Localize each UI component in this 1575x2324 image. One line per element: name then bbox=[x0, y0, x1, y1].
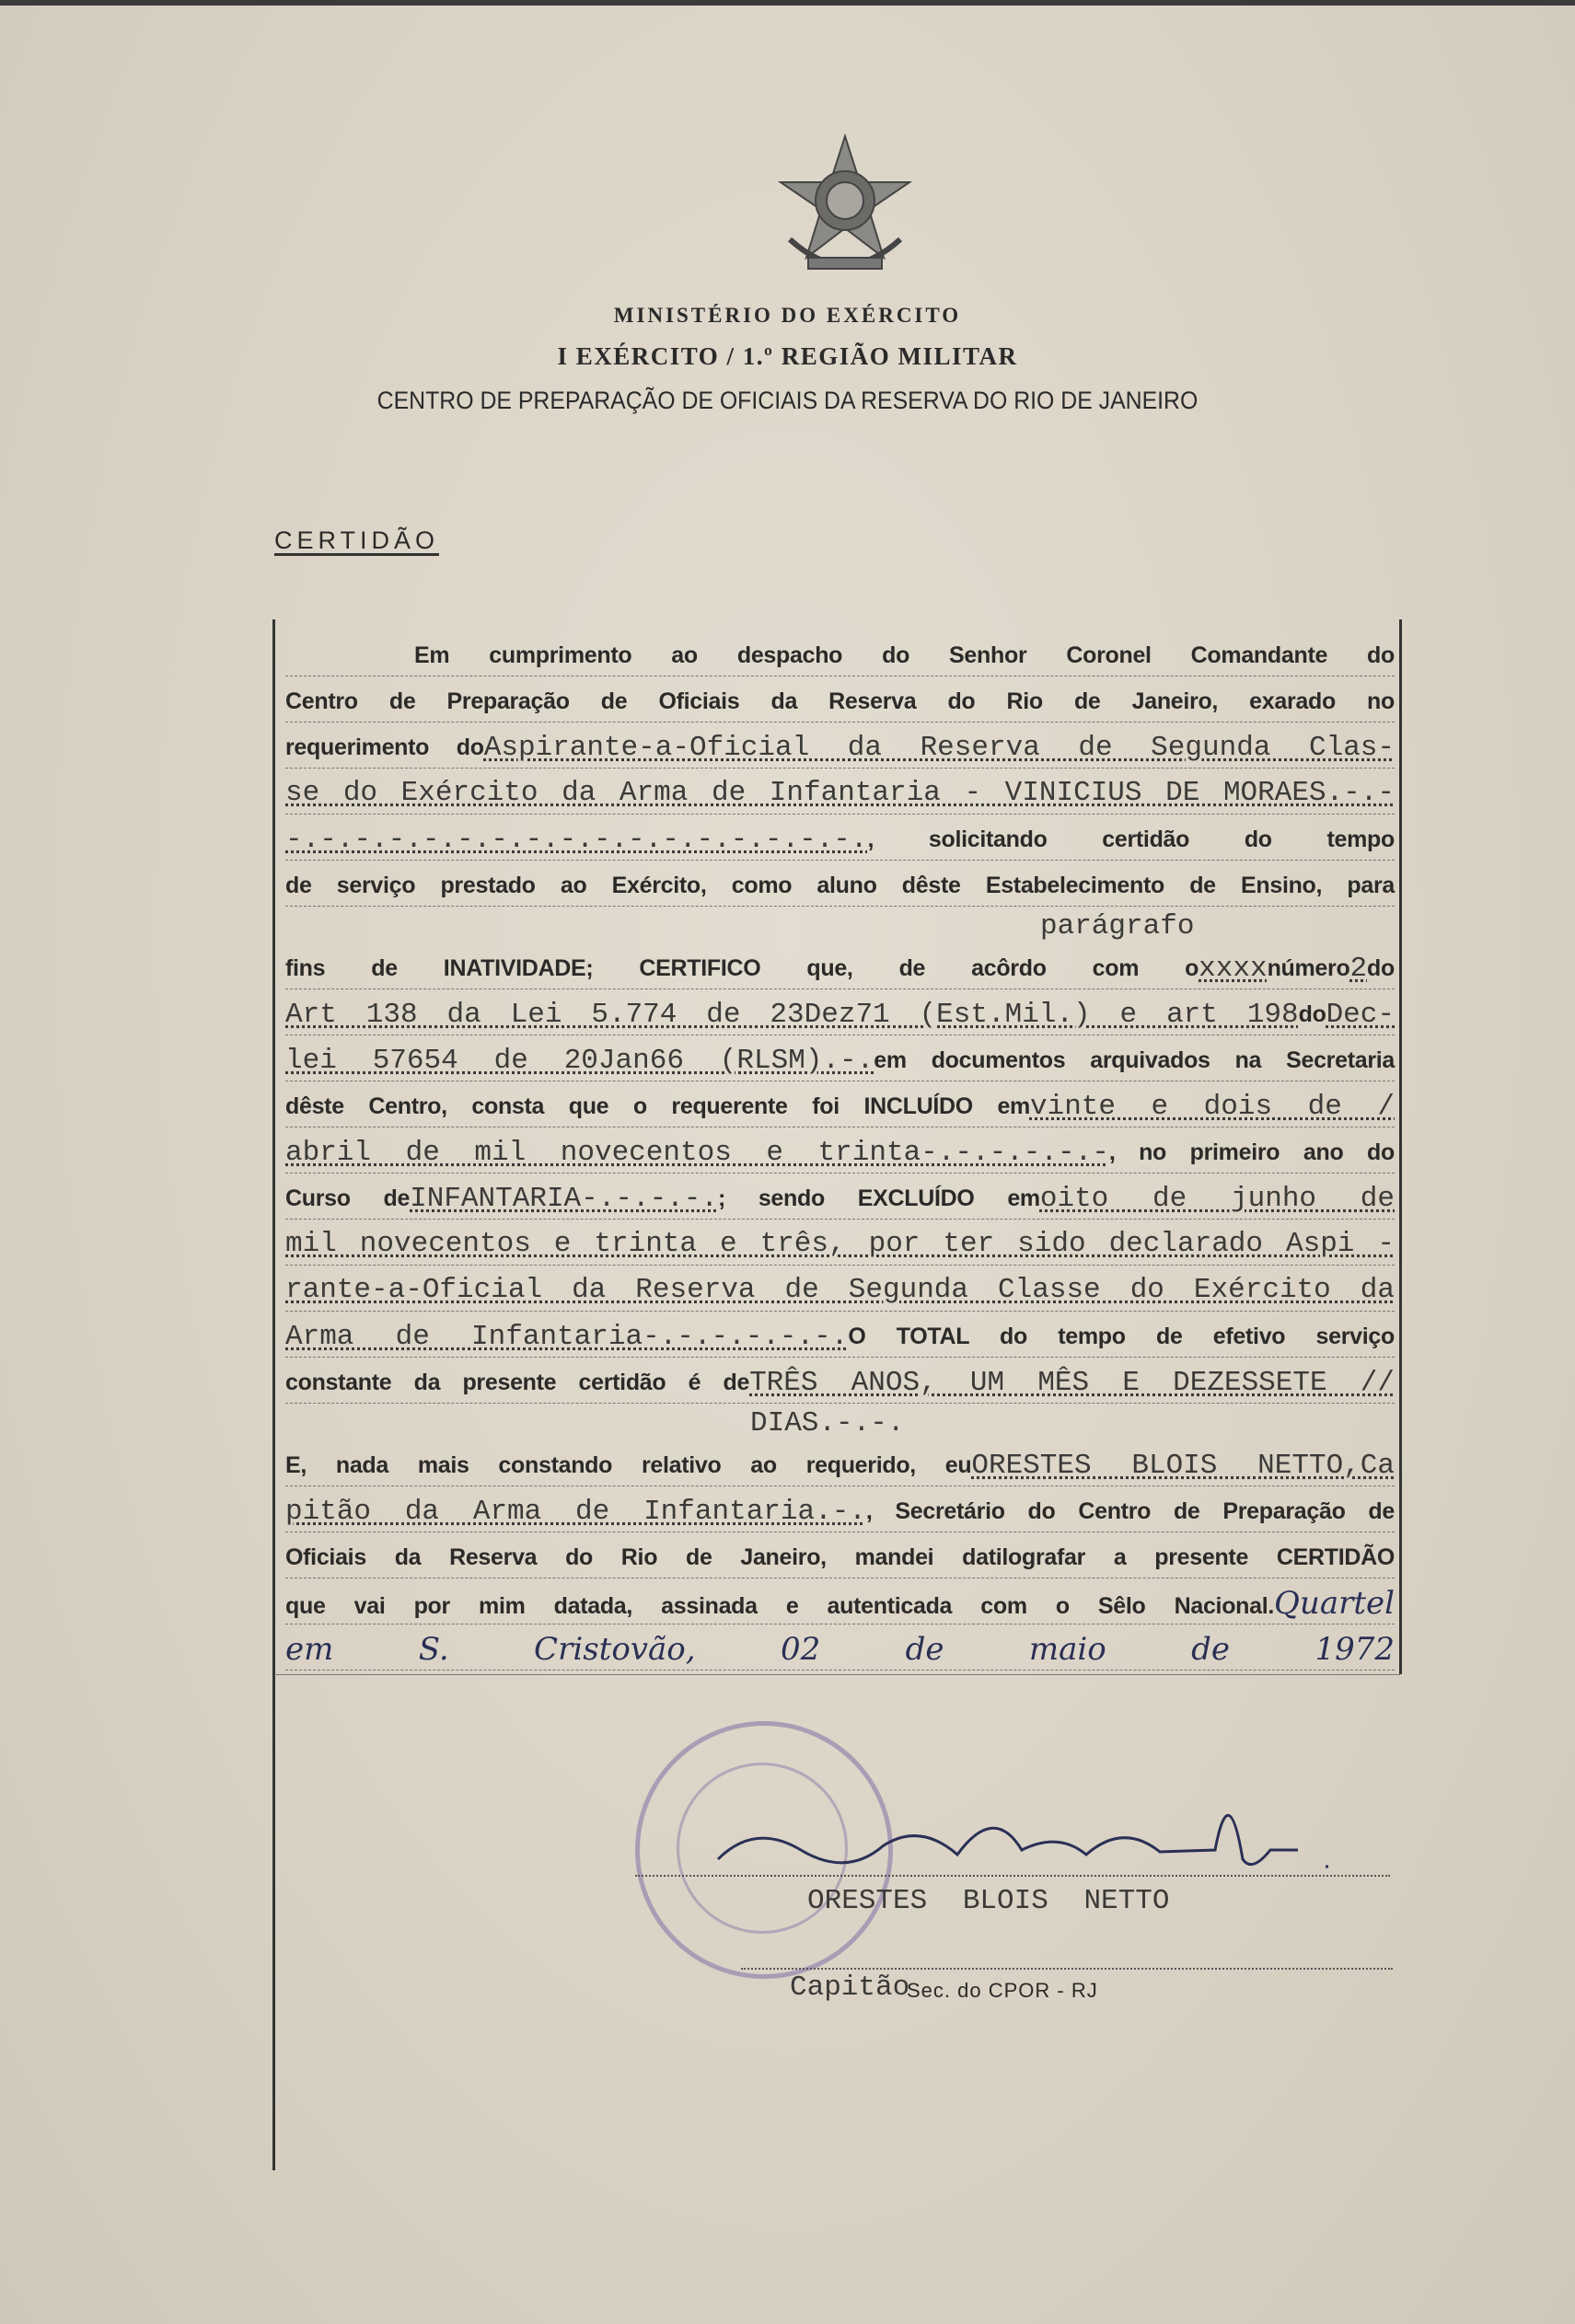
certificate-line bbox=[285, 1178, 1395, 1220]
certificate-line bbox=[285, 1491, 1395, 1532]
signatory-role: Sec. do CPOR - RJ bbox=[907, 1979, 1098, 2002]
certificate-line bbox=[285, 681, 1395, 723]
handwritten-entry: em S. Cristovão, 02 de maio de 1972 bbox=[285, 1631, 1395, 1668]
certificate-line bbox=[285, 1224, 1395, 1266]
printed-text: , Secretário do Centro de Preparação de bbox=[865, 1498, 1395, 1524]
page-top-edge bbox=[0, 0, 1575, 6]
printed-text: Curso de bbox=[285, 1185, 411, 1211]
typed-entry: -.-.-.-.-.-.-.-.-.-.-.-.-.-.-.-.-. bbox=[285, 824, 868, 856]
certificate-line bbox=[285, 1362, 1395, 1404]
left-margin-line bbox=[272, 619, 275, 2170]
certificate-line bbox=[285, 948, 1395, 989]
typed-entry: abril de mil novecentos e trinta-.-.-.-.-.- bbox=[285, 1137, 1109, 1169]
typed-entry: oito de junho de bbox=[1039, 1183, 1395, 1215]
typed-entry: xxxx bbox=[1199, 953, 1268, 985]
certificate-line bbox=[285, 1537, 1395, 1578]
printed-text: do bbox=[1367, 955, 1395, 981]
printed-text: , solicitando certidão do tempo bbox=[867, 827, 1395, 852]
paragraph-insertion: parágrafo bbox=[1040, 910, 1195, 942]
printed-text: Em cumprimento ao despacho do Senhor Coronel Comandante do bbox=[414, 642, 1395, 668]
printed-text: em documentos arquivados na Secretaria bbox=[874, 1047, 1395, 1073]
certificate-line bbox=[285, 635, 1395, 676]
national-coat-of-arms-icon bbox=[771, 129, 919, 285]
days-insertion: DIAS.-.-. bbox=[750, 1407, 905, 1439]
printed-text: O TOTAL do tempo de efetivo serviço bbox=[848, 1324, 1395, 1349]
certificate-line bbox=[285, 1132, 1395, 1174]
typed-entry: 2 bbox=[1349, 953, 1368, 985]
center-heading: CENTRO DE PREPARAÇÃO DE OFICIAIS DA RESERVA DO RIO DE JANEIRO bbox=[376, 387, 1199, 414]
certificate-line bbox=[285, 994, 1395, 1035]
typed-entry: ORESTES BLOIS NETTO,Ca bbox=[971, 1450, 1395, 1482]
certificate-line bbox=[285, 1316, 1395, 1358]
typed-entry: se do Exército da Arma de Infantaria - VINICIUS DE MORAES.-.- bbox=[285, 777, 1395, 809]
printed-text: ; sendo EXCLUÍDO em bbox=[717, 1185, 1040, 1211]
certificate-line bbox=[285, 1445, 1395, 1486]
typed-entry: pitão da Arma de Infantaria.-. bbox=[285, 1496, 866, 1528]
certificate-line bbox=[285, 819, 1395, 861]
typed-entry: Aspirante-a-Oficial da Reserva de Segunda Clas- bbox=[483, 732, 1395, 764]
printed-text: de serviço prestado ao Exército, como aluno dêste Estabelecimento de Ensino, para bbox=[285, 873, 1395, 898]
printed-text: número bbox=[1267, 955, 1350, 981]
typed-entry: Art 138 da Lei 5.774 de 23Dez71 (Est.Mil.) e art 198 bbox=[285, 999, 1299, 1031]
printed-text: Oficiais da Reserva do Rio de Janeiro, mandei datilografar a presente CERTIDÃO bbox=[285, 1544, 1395, 1570]
typed-entry: INFANTARIA-.-.-.-. bbox=[410, 1183, 718, 1215]
army-region-heading: I EXÉRCITO / 1.º REGIÃO MILITAR bbox=[557, 342, 1018, 370]
document-title: CERTIDÃO bbox=[274, 526, 440, 554]
printed-text: Centro de Preparação de Oficiais da Reserva do Rio de Janeiro, exarado no bbox=[285, 688, 1395, 714]
printed-text: que vai por mim datada, assinada e autenticada com o Sêlo Nacional. bbox=[285, 1593, 1275, 1619]
printed-text: E, nada mais constando relativo ao requerido, eu bbox=[285, 1452, 972, 1478]
printed-text: constante da presente certidão é de bbox=[285, 1370, 750, 1395]
certificate-line bbox=[285, 1270, 1395, 1312]
ministry-heading: MINISTÉRIO DO EXÉRCITO bbox=[613, 304, 962, 327]
handwritten-signature bbox=[700, 1786, 1362, 1887]
certificate-line bbox=[285, 727, 1395, 769]
certificate-line bbox=[285, 773, 1395, 815]
signature-line bbox=[635, 1875, 1390, 1877]
typed-entry: vinte e dois de / bbox=[1029, 1091, 1395, 1123]
signatory-name: ORESTES BLOIS NETTO bbox=[807, 1885, 1170, 1917]
printed-text: , no primeiro ano do bbox=[1108, 1139, 1395, 1165]
printed-text: fins de INATIVIDADE; CERTIFICO que, de acôrdo com o bbox=[285, 955, 1199, 981]
printed-text: do bbox=[1298, 1001, 1326, 1027]
rank-line bbox=[741, 1968, 1393, 1970]
printed-text: dêste Centro, consta que o requerente foi INCLUÍDO em bbox=[285, 1093, 1030, 1119]
printed-text: requerimento do bbox=[285, 734, 484, 760]
certificate-line bbox=[285, 1629, 1395, 1671]
typed-entry: Dec- bbox=[1326, 999, 1395, 1031]
handwritten-entry: Quartel bbox=[1274, 1585, 1395, 1622]
certificate-line bbox=[285, 1583, 1395, 1624]
typed-entry: Arma de Infantaria-.-.-.-.-.-. bbox=[285, 1321, 849, 1353]
certificate-line bbox=[285, 1086, 1395, 1127]
typed-entry: rante-a-Oficial da Reserva de Segunda Classe do Exército da bbox=[285, 1274, 1395, 1306]
typed-entry: lei 57654 de 20Jan66 (RLSM).-. bbox=[285, 1045, 874, 1077]
typed-entry: mil novecentos e trinta e três, por ter sido declarado Aspi - bbox=[285, 1228, 1395, 1260]
signatory-rank: Capitão bbox=[790, 1971, 910, 2004]
certificate-line bbox=[285, 865, 1395, 907]
typed-entry: TRÊS ANOS, UM MÊS E DEZESSETE // bbox=[749, 1367, 1395, 1399]
right-margin-line bbox=[1399, 619, 1402, 1674]
certificate-line bbox=[285, 1040, 1395, 1081]
bottom-text-rule bbox=[274, 1674, 1400, 1675]
